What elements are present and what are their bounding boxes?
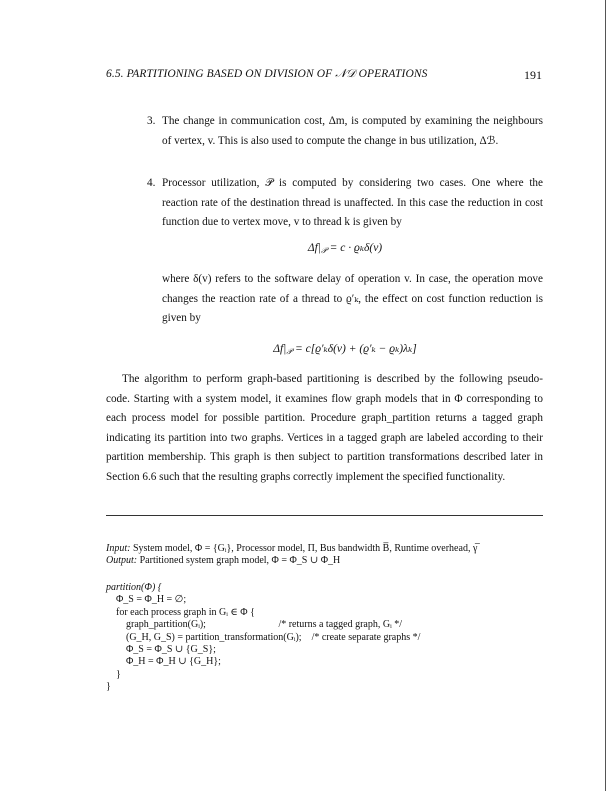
equation-1-rhs: = c · ϱₖδ(v) — [326, 242, 383, 254]
equation-1-sub: 𝒫 — [320, 246, 327, 255]
code-line: for each process graph in Gᵢ ∈ Φ { — [106, 606, 255, 618]
page-number: 191 — [524, 68, 542, 82]
list-item-text: Processor utilization, 𝒫 is computed by considering two cases. One where the reaction rate of the destination thread is unaffected. In this case the reduction in cost function due to vertex move, v to thread k is given by — [162, 177, 543, 228]
list-item-text: The change in communication cost, Δm, is computed by examining the neighbours of vertex, v. This is also used to compute the change in bus utilization, Δℬ. — [162, 115, 543, 147]
code-line: (G_H, G_S) = partition_transformation(Gᵢ); /* create separate graphs */ — [106, 631, 421, 643]
code-line: graph_partition(Gᵢ); /* returns a tagged graph, Gᵢ */ — [106, 619, 402, 631]
code-line: Φ_S = Φ_S ∪ {G_S}; — [106, 644, 216, 656]
continuation-text: where δ(v) refers to the software delay of operation v. In case, the operation move changes the reaction rate of a thread to ϱ′ₖ, the effect on cost function reduction is given by — [162, 273, 543, 324]
code-line: } — [106, 668, 121, 680]
code-line: } — [106, 681, 111, 693]
code-line: Φ_S = Φ_H = ∅; — [106, 594, 187, 606]
horizontal-rule — [106, 515, 543, 516]
list-item-number: 3. — [147, 115, 156, 127]
running-header — [106, 68, 542, 84]
list-item-4-continuation — [147, 270, 543, 329]
page-edge-line — [605, 0, 606, 791]
equation-2 — [147, 341, 543, 357]
section-title: 6.5. PARTITIONING BASED ON DIVISION OF 𝒩𝒟 OPERATIONS — [106, 68, 428, 80]
equation-2-sub: 𝒫 — [286, 347, 293, 356]
output-text: Partitioned system graph model, Φ = Φ_S ∪ Φ_H — [137, 555, 341, 567]
code-line: partition(Φ) { — [106, 582, 162, 593]
list-item-number: 4. — [147, 177, 156, 189]
pseudo-code — [106, 582, 543, 694]
input-text: System model, Φ = {Gᵢ}, Processor model, Π, Bus bandwidth B̅, Runtime overhead, γ̅ — [130, 543, 478, 554]
body-paragraph: The algorithm to perform graph-based partitioning is described by the following pseudo-code. Starting with a system model, it examines flow graph models that in Φ corresponding to each process model for possible partition. Procedure graph_partition returns a tagged graph indicating its partition into two graphs. Vertices in a tagged graph are labeled according to their partition membership. This graph is then subject to partition transformations described later in Section 6.6 such that the resulting graphs correctly implement the specified functionality. — [106, 373, 543, 483]
input-label: Input: — [106, 543, 131, 554]
equation-2-rhs: = c[ϱ′ₖδ(v) + (ϱ′ₖ − ϱₖ)λₖ] — [292, 343, 417, 355]
list-item-4 — [147, 174, 543, 233]
output-label: Output: — [106, 555, 138, 567]
code-line: Φ_H = Φ_H ∪ {G_H}; — [106, 656, 221, 668]
equation-1-lhs: Δf| — [307, 242, 321, 254]
equation-2-lhs: Δf| — [273, 343, 287, 355]
equation-1 — [147, 240, 543, 256]
list-item-3 — [147, 112, 543, 151]
algorithm-io — [106, 543, 543, 568]
